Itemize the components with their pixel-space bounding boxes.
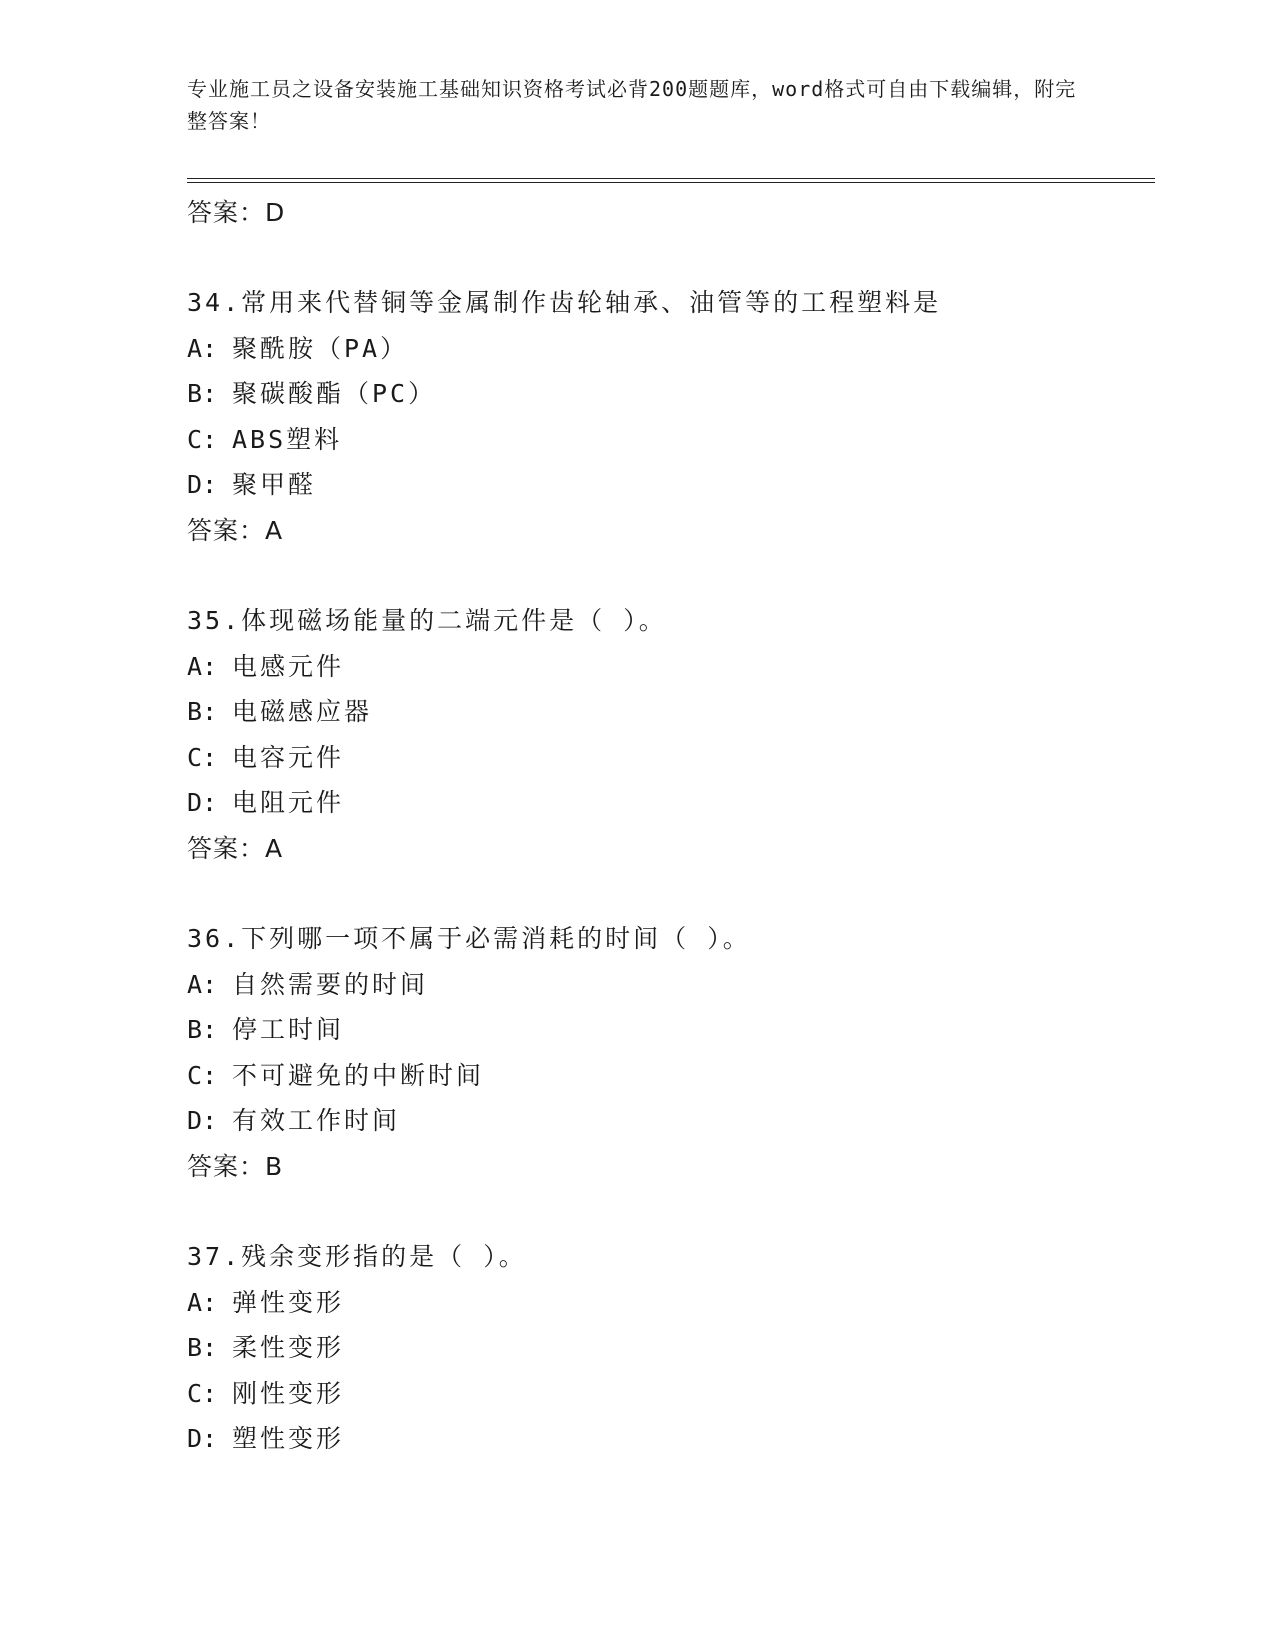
question-title: 34.常用来代替铜等金属制作齿轮轴承、油管等的工程塑料是 [187,288,942,317]
option-key: B: [187,697,218,727]
answer-line: 答案：B [187,1151,284,1181]
option-text: 不可避免的中断时间 [232,1060,485,1090]
option-c [187,417,1147,463]
question-34 [187,280,1147,554]
option-key: A: [187,969,218,999]
document-header: 专业施工员之设备安装施工基础知识资格考试必背200题题库，word格式可自由下载编辑，附完整答案！ [187,77,1077,133]
option-d [187,462,1147,508]
option-b [187,1325,1147,1371]
option-key: A: [187,1287,218,1317]
option-text: ABS塑料 [232,424,343,454]
option-d [187,1416,1147,1462]
question-title: 37.残余变形指的是（ ）。 [187,1241,527,1271]
option-a [187,1280,1147,1326]
option-key: A: [187,333,218,363]
option-key: C: [187,1378,218,1408]
header-divider [187,178,1155,183]
option-text: 电阻元件 [232,788,345,818]
option-a [187,962,1147,1008]
question-list [187,190,1147,1462]
question-37 [187,1234,1147,1462]
option-c [187,735,1147,781]
option-key: C: [187,742,218,772]
question-title: 36.下列哪一项不属于必需消耗的时间（ ）。 [187,923,751,953]
option-a [187,326,1147,372]
option-key: C: [187,424,218,454]
option-b [187,689,1147,735]
option-b [187,1007,1147,1053]
option-key: C: [187,1060,218,1090]
question-35 [187,598,1147,872]
option-key: B: [187,1333,218,1363]
option-a [187,644,1147,690]
option-key: B: [187,1015,218,1045]
answer-line: 答案：D [187,198,286,227]
question-36 [187,916,1147,1190]
option-key: A: [187,651,218,681]
option-text: 停工时间 [232,1015,345,1045]
answer-line: 答案：A [187,515,284,545]
option-d [187,780,1147,826]
option-key: D: [187,1424,218,1454]
option-text: 自然需要的时间 [232,969,429,999]
option-text: 电感元件 [232,651,345,681]
option-text: 电磁感应器 [232,697,373,727]
option-text: 聚碳酸酯（PC） [232,379,437,409]
option-key: B: [187,379,218,409]
option-text: 刚性变形 [232,1378,345,1408]
option-text: 聚酰胺（PA） [232,333,409,363]
option-key: D: [187,470,218,500]
option-text: 电容元件 [232,742,345,772]
option-key: D: [187,788,218,818]
option-c [187,1053,1147,1099]
option-text: 塑性变形 [232,1424,345,1454]
answer-line: 答案：A [187,833,284,863]
question-title: 35.体现磁场能量的二端元件是（ ）。 [187,605,667,635]
option-text: 有效工作时间 [232,1106,401,1136]
option-key: D: [187,1106,218,1136]
option-c [187,1371,1147,1417]
option-b [187,371,1147,417]
option-text: 聚甲醛 [232,470,317,500]
option-text: 柔性变形 [232,1333,345,1363]
option-text: 弹性变形 [232,1287,345,1317]
option-d [187,1098,1147,1144]
